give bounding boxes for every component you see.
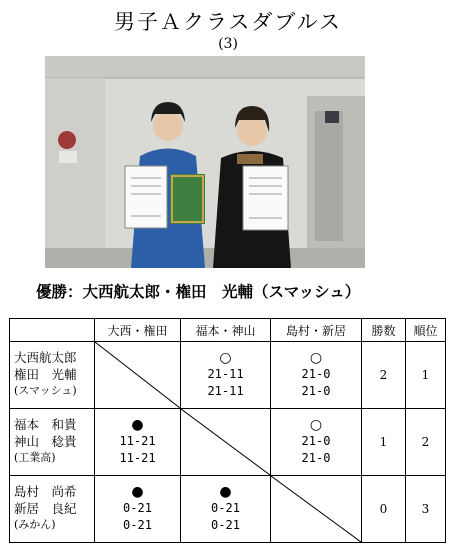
wins-count: 1 bbox=[362, 409, 406, 476]
game-score: 0-21 bbox=[211, 501, 240, 515]
game-score: 21-0 bbox=[301, 451, 331, 465]
team-name: (みかん) bbox=[14, 518, 56, 532]
game-score: 0-21 bbox=[123, 518, 152, 532]
header-wins: 勝数 bbox=[362, 319, 406, 342]
wins-count: 2 bbox=[362, 342, 406, 409]
win-mark: ○ bbox=[219, 350, 232, 366]
team-name: (スマッシュ) bbox=[14, 384, 77, 398]
player-cell bbox=[10, 342, 95, 409]
game-score: 21-0 bbox=[301, 367, 331, 381]
loss-mark: ● bbox=[131, 417, 144, 433]
rank-value: 2 bbox=[406, 409, 446, 476]
wins-count: 0 bbox=[362, 476, 406, 543]
game-score: 21-0 bbox=[301, 384, 331, 398]
game-score: 0-21 bbox=[123, 501, 152, 515]
rank-value: 3 bbox=[406, 476, 446, 543]
match-cell bbox=[271, 409, 362, 476]
self-match-cell bbox=[181, 409, 271, 476]
game-score: 11-21 bbox=[119, 434, 156, 448]
game-score: 21-0 bbox=[301, 434, 331, 448]
game-score: 0-21 bbox=[211, 518, 240, 532]
award-photo bbox=[45, 56, 365, 268]
match-cell bbox=[95, 476, 181, 543]
results-table bbox=[9, 318, 446, 543]
player-name: 福本 和貴 bbox=[14, 417, 77, 433]
player-name: 大西航太郎 bbox=[14, 350, 77, 366]
rank-value: 1 bbox=[406, 342, 446, 409]
header-corner bbox=[10, 319, 95, 342]
match-cell bbox=[95, 409, 181, 476]
game-score: 21-11 bbox=[207, 384, 244, 398]
match-cell bbox=[181, 342, 271, 409]
table-row bbox=[10, 476, 446, 543]
loss-mark: ● bbox=[131, 484, 144, 500]
player-name: 島村 尚希 bbox=[14, 484, 77, 500]
header-pair-3: 島村・新居 bbox=[271, 319, 362, 342]
player-name: 権田 光輔 bbox=[14, 366, 77, 382]
loss-mark: ● bbox=[219, 484, 232, 500]
game-score: 11-21 bbox=[119, 451, 156, 465]
player-name: 神山 稔貴 bbox=[14, 433, 77, 449]
player-cell bbox=[10, 476, 95, 543]
header-pair-2: 福本・神山 bbox=[181, 319, 271, 342]
page-title: 男子Ａクラスダブルス bbox=[114, 10, 342, 34]
match-cell bbox=[271, 342, 362, 409]
self-match-cell bbox=[271, 476, 362, 543]
header-pair-1: 大西・権田 bbox=[95, 319, 181, 342]
match-cell bbox=[181, 476, 271, 543]
win-mark: ○ bbox=[309, 350, 323, 366]
table-row bbox=[10, 342, 446, 409]
self-match-cell bbox=[95, 342, 181, 409]
table-row bbox=[10, 409, 446, 476]
winner-line: 優勝：大西航太郎・権田 光輔（スマッシュ） bbox=[36, 283, 361, 301]
game-score: 21-11 bbox=[207, 367, 244, 381]
team-name: (工業高) bbox=[14, 451, 56, 465]
win-mark: ○ bbox=[309, 417, 323, 433]
player-cell bbox=[10, 409, 95, 476]
player-name: 新居 良紀 bbox=[14, 500, 77, 516]
header-row bbox=[10, 319, 446, 342]
page-subtitle: (3) bbox=[218, 36, 238, 52]
header-rank: 順位 bbox=[406, 319, 446, 342]
